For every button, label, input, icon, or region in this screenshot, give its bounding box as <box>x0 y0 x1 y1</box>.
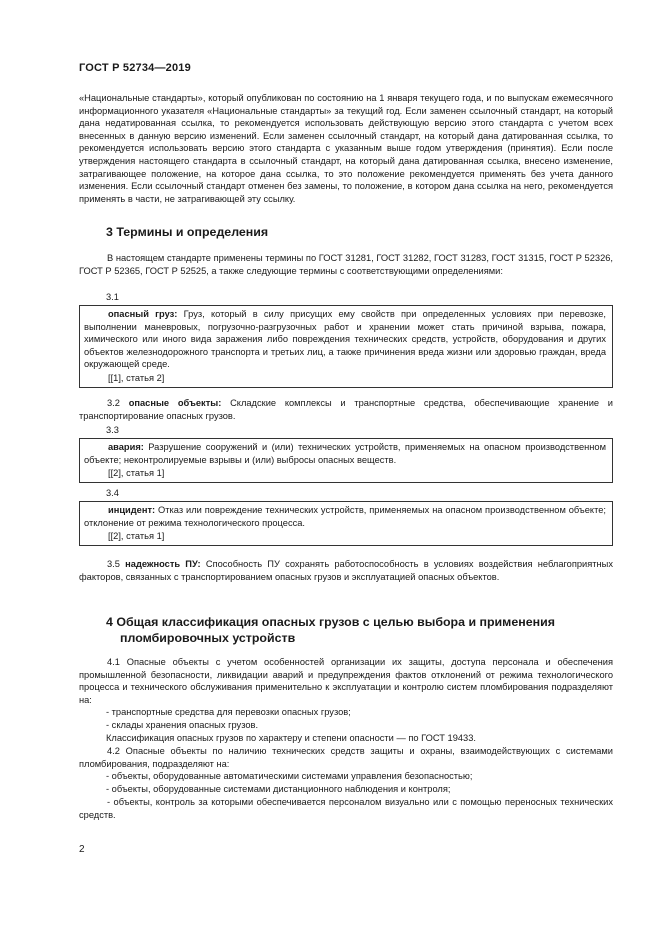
term-number-3-1: 3.1 <box>106 292 119 302</box>
term-name: надежность ПУ: <box>125 559 201 569</box>
section-4-heading-line-1: 4 Общая классификация опасных грузов с целью выбора и применения <box>106 615 555 629</box>
term-definition: Отказ или повреждение технических устройств, применяемых на опасном производственном объекте; отклонение от режима технологического процесса. <box>84 505 606 528</box>
term-number-3-3: 3.3 <box>106 425 119 435</box>
term-text <box>84 504 606 529</box>
term-source: [[1], статья 2] <box>108 372 165 383</box>
term-definition: Способность ПУ сохранять работоспособность в условиях воздействия неблагоприятных факторов, связанных с транспортированием опасных грузов и эксплуатацией опасных объектов. <box>79 559 613 582</box>
list-item: - транспортные средства для перевозки опасных грузов; <box>106 707 351 717</box>
section-4-heading <box>106 614 555 646</box>
term-box-3-4 <box>79 501 613 546</box>
page-number: 2 <box>79 844 85 855</box>
list-item: - объекты, оборудованные системами дистанционного наблюдения и контроля; <box>106 784 451 794</box>
section-3-heading: 3 Термины и определения <box>106 225 269 239</box>
term-name: опасные объекты: <box>128 398 222 408</box>
term-definition: Складские комплексы и транспортные средства, обеспечивающие хранение и транспортирование опасных грузов. <box>79 398 614 421</box>
term-number: 3.2 <box>107 398 120 408</box>
term-text <box>84 308 606 371</box>
term-3-5 <box>79 558 613 583</box>
section-3-intro: В настоящем стандарте применены термины по ГОСТ 31281, ГОСТ 31282, ГОСТ 31283, ГОСТ 31315, ГОСТ Р 52326, ГОСТ Р 52365, ГОСТ Р 52525, а также следующие термины с соответствующими определениями: <box>79 253 613 276</box>
intro-paragraph: «Национальные стандарты», который опубликован по состоянию на 1 января текущего года, и по выпускам ежемесячного информационного указателя «Национальные стандарты» за текущий год. Если заменен ссылочный стандарт, на который дана недатированная ссылка, то рекомендуется использовать действующую версию этого стандарта с учетом всех внесенных в данную версию изменений. Если заменен ссылочный стандарт, на который дана датированная ссылка, то рекомендуется использовать версию этого стандарта с указанным выше годом утверждения (принятия). Если после утверждения настоящего стандарта в ссылочный стандарт, на который дана датированная ссылка, внесено изменение, затрагивающее положение, на которое дана ссылка, то это положение рекомендуется применять без учета данного изменения. Если ссылочный стандарт отменен без замены, то положение, в котором дана ссылка на него, рекомендуется применять в части, не затрагивающей эту ссылку. <box>79 93 613 204</box>
term-number: 3.5 <box>107 559 120 569</box>
term-number-3-4: 3.4 <box>106 488 119 498</box>
term-name: опасный груз: <box>108 309 178 319</box>
page-header: ГОСТ Р 52734—2019 <box>79 62 191 74</box>
term-source: [[2], статья 1] <box>108 468 165 479</box>
term-name: инцидент: <box>108 505 156 515</box>
term-source: [[2], статья 1] <box>108 531 165 542</box>
term-definition: Груз, который в силу присущих ему свойств при определенных условиях при перевозке, выполнении маневровых, погрузочно-разгрузочных работ и хранении может стать причиной взрыва, пожара, химического или иного вида заражения либо повреждения технических средств, устройств, оборудования и других объектов железнодорожного транспорта и третьих лиц, а также причинения вреда жизни или здоровью граждан, вреда окружающей среде. <box>84 309 607 370</box>
term-box-3-3 <box>79 438 613 483</box>
paragraph-4-1: 4.1 Опасные объекты с учетом особенностей организации их защиты, доступа персонала и обеспечения промышленной безопасности, ликвидации аварий и предупреждения фактов отклонений от режима технологического процесса и технического обслуживания применительно к эксплуатации и контролю систем пломбирования подразделяют на: <box>79 657 613 705</box>
term-3-2 <box>79 397 613 422</box>
list-item: - объекты, оборудованные автоматическими системами управления безопасностью; <box>106 771 473 781</box>
term-definition: Разрушение сооружений и (или) технических устройств, применяемых на опасном производственном объекте; неконтролируемые взрывы и (или) выбросы опасных веществ. <box>84 442 606 465</box>
section-4-heading-line-2: пломбировочных устройств <box>120 631 296 645</box>
paragraph-4-2: 4.2 Опасные объекты по наличию технических средств защиты и охраны, взаимодействующих с системами пломбирования, подразделяют на: <box>79 746 613 769</box>
list-item: - объекты, контроль за которыми обеспечивается персоналом визуально или с помощью переносных технических средств. <box>79 797 613 820</box>
term-text <box>84 441 606 466</box>
classification-note: Классификация опасных грузов по характеру и степени опасности — по ГОСТ 19433. <box>106 733 476 743</box>
term-box-3-1 <box>79 305 613 388</box>
list-item: - склады хранения опасных грузов. <box>106 720 259 730</box>
term-name: авария: <box>108 442 144 452</box>
